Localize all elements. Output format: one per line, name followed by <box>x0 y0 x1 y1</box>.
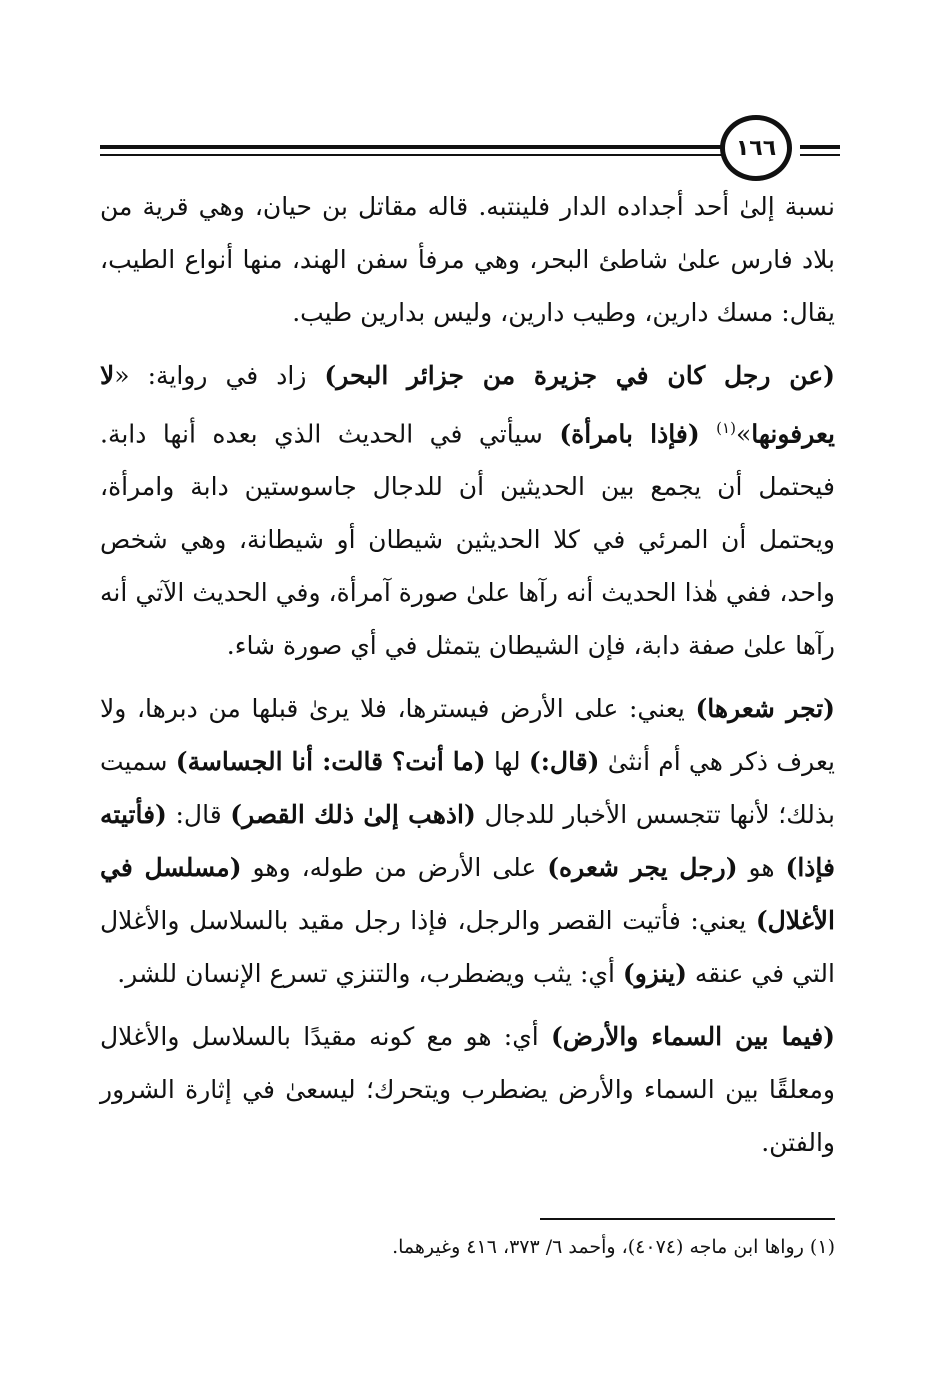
commentary-text: » <box>735 419 752 449</box>
footnote: (١) رواها ابن ماجه (٤٠٧٤)، وأحمد ٦/ ٣٧٣، ٤١٦ وغيرهما. <box>392 1236 835 1258</box>
paragraph <box>100 682 835 1000</box>
header-rule-thin <box>100 154 725 156</box>
commentary-text: يعني: على الأرض فيسترها، فلا يرىٰ قبلها من دبرها، ولا يعرف ذكر هي أم أنثىٰ <box>100 694 835 777</box>
quoted-text: (فأتيته فإذا) <box>100 800 835 883</box>
commentary-text: نسبة إلىٰ أحد أجداده الدار فلينتبه. قاله مقاتل بن حيان، وهي قرية من بلاد فارس علىٰ شاطئ البحر، وهي مرفأ سفن الهند، منها أنواع الطيب، يقال: مسك دارين، وطيب دارين، وليس بدارين طيب. <box>100 192 835 327</box>
body-text <box>100 180 835 1179</box>
commentary-text: زاد في رواية: « <box>114 361 325 390</box>
page-header <box>100 115 840 185</box>
commentary-text: لها <box>485 747 529 777</box>
commentary-text: هو <box>737 853 786 883</box>
footnote-separator <box>540 1218 835 1220</box>
quoted-text: (ما أنت؟ قالت: أنا الجساسة) <box>175 747 486 777</box>
commentary-text: أي: يثب ويضطرب، والتنزي تسرع الإنسان للشر. <box>117 959 623 989</box>
quoted-text: (فإذا بامرأة) <box>559 419 700 449</box>
quoted-text: (مسلسل في الأغلال) <box>100 853 835 936</box>
page-number: ١٦٦ <box>735 135 777 161</box>
quoted-text: (تجر شعرها) <box>695 694 835 724</box>
commentary-text <box>700 419 716 448</box>
paragraph <box>100 349 835 672</box>
commentary-text: سميت بذلك؛ لأنها تتجسس الأخبار للدجال <box>100 747 835 830</box>
paragraph <box>100 180 835 339</box>
quoted-text: (عن رجل كان في جزيرة من جزائر البحر) <box>324 361 835 390</box>
header-rule-tail-thin <box>800 154 840 156</box>
quoted-text: (رجل يجر شعره) <box>547 853 738 883</box>
header-rule-tail <box>800 145 840 149</box>
commentary-text: قال: <box>166 800 231 830</box>
quoted-text: لا يعرفونها <box>100 361 836 449</box>
header-rule <box>100 145 725 149</box>
commentary-text: على الأرض من طوله، وهو <box>241 853 548 883</box>
paragraph <box>100 1010 835 1169</box>
commentary-text: أي: هو مع كونه مقيدًا بالسلاسل والأغلال ومعلقًا بين السماء والأرض يضطرب ويتحرك؛ ليسعىٰ في إثارة الشرور والفتن. <box>100 1022 835 1158</box>
quoted-text: (اذهب إلىٰ ذلك القصر) <box>230 800 476 830</box>
quoted-text: (فيما بين السماء والأرض) <box>550 1022 835 1052</box>
quoted-text: (قال:) <box>528 747 600 777</box>
footnote-marker: (١) <box>716 419 736 437</box>
quoted-text: (ينزو) <box>622 959 687 989</box>
page-number-badge <box>720 115 792 181</box>
commentary-text: يعني: فأتيت القصر والرجل، فإذا رجل مقيد بالسلاسل والأغلال التي في عنقه <box>100 906 835 989</box>
commentary-text: سيأتي في الحديث الذي بعده أنها دابة. فيحتمل أن يجمع بين الحديثين أن للدجال جاسوستين دابة وامرأة، ويحتمل أن المرئي في كلا الحديثين شيطان أو شيطانة، وهي شخص واحد، ففي هٰذا الحديث أنه رآها علىٰ صورة آمرأة، وفي الحديث الآتي أنه رآها علىٰ صفة دابة، فإن الشيطان يتمثل في أي صورة شاء. <box>100 419 835 661</box>
